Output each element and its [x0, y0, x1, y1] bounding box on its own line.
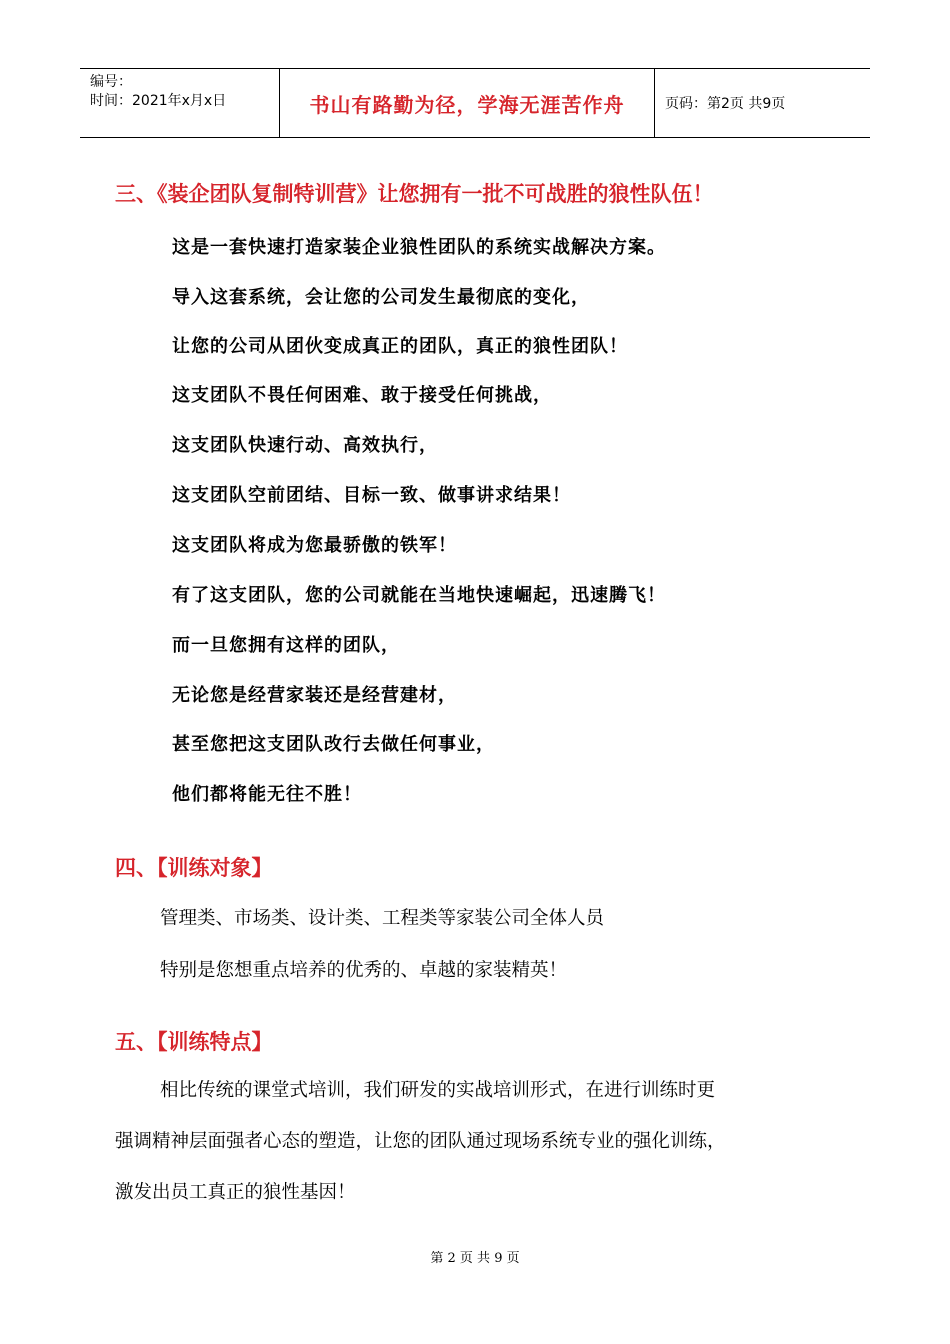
section-3-line: 让您的公司从团伙变成真正的团队，真正的狼性团队！ [172, 336, 628, 357]
section-3-line: 无论您是经营家装还是经营建材， [172, 685, 457, 706]
page-header [80, 68, 870, 138]
section-4-line: 管理类、市场类、设计类、工程类等家装公司全体人员 [160, 908, 605, 929]
section-5-line: 激发出员工真正的狼性基因！ [115, 1182, 356, 1203]
section-3-line: 这支团队快速行动、高效执行， [172, 435, 438, 456]
document-number-label: 编号： [90, 74, 132, 90]
section-3-line: 导入这套系统，会让您的公司发生最彻底的变化， [172, 287, 590, 308]
header-page-number: 页码：第2页 共9页 [665, 96, 786, 112]
header-motto: 书山有路勤为径，学海无涯苦作舟 [280, 69, 655, 137]
section-3-line: 这支团队不畏任何困难、敢于接受任何挑战， [172, 385, 552, 406]
section-3-line: 这支团队将成为您最骄傲的铁军！ [172, 535, 457, 556]
section-3-line: 这是一套快速打造家装企业狼性团队的系统实战解决方案。 [172, 237, 666, 258]
section-5-title: 五、【训练特点】 [115, 1030, 273, 1054]
document-time-label: 时间：2021年x月x日 [90, 93, 227, 109]
section-5-line: 强调精神层面强者心态的塑造，让您的团队通过现场系统专业的强化训练， [115, 1131, 726, 1152]
section-3-line: 他们都将能无往不胜！ [172, 784, 362, 805]
page-footer: 第 2 页 共 9 页 [430, 1251, 520, 1266]
section-3-line: 甚至您把这支团队改行去做任何事业， [172, 734, 495, 755]
section-3-title: 三、《装企团队复制特训营》让您拥有一批不可战胜的狼性队伍！ [115, 182, 714, 206]
section-3-line: 而一旦您拥有这样的团队， [172, 635, 400, 656]
section-3-line: 有了这支团队，您的公司就能在当地快速崛起，迅速腾飞！ [172, 585, 666, 606]
section-3-line: 这支团队空前团结、目标一致、做事讲求结果！ [172, 485, 571, 506]
section-4-line: 特别是您想重点培养的优秀的、卓越的家装精英！ [160, 960, 568, 981]
header-meta [80, 69, 280, 137]
section-5-line: 相比传统的课堂式培训，我们研发的实战培训形式，在进行训练时更 [160, 1080, 716, 1101]
section-4-title: 四、【训练对象】 [115, 856, 273, 880]
